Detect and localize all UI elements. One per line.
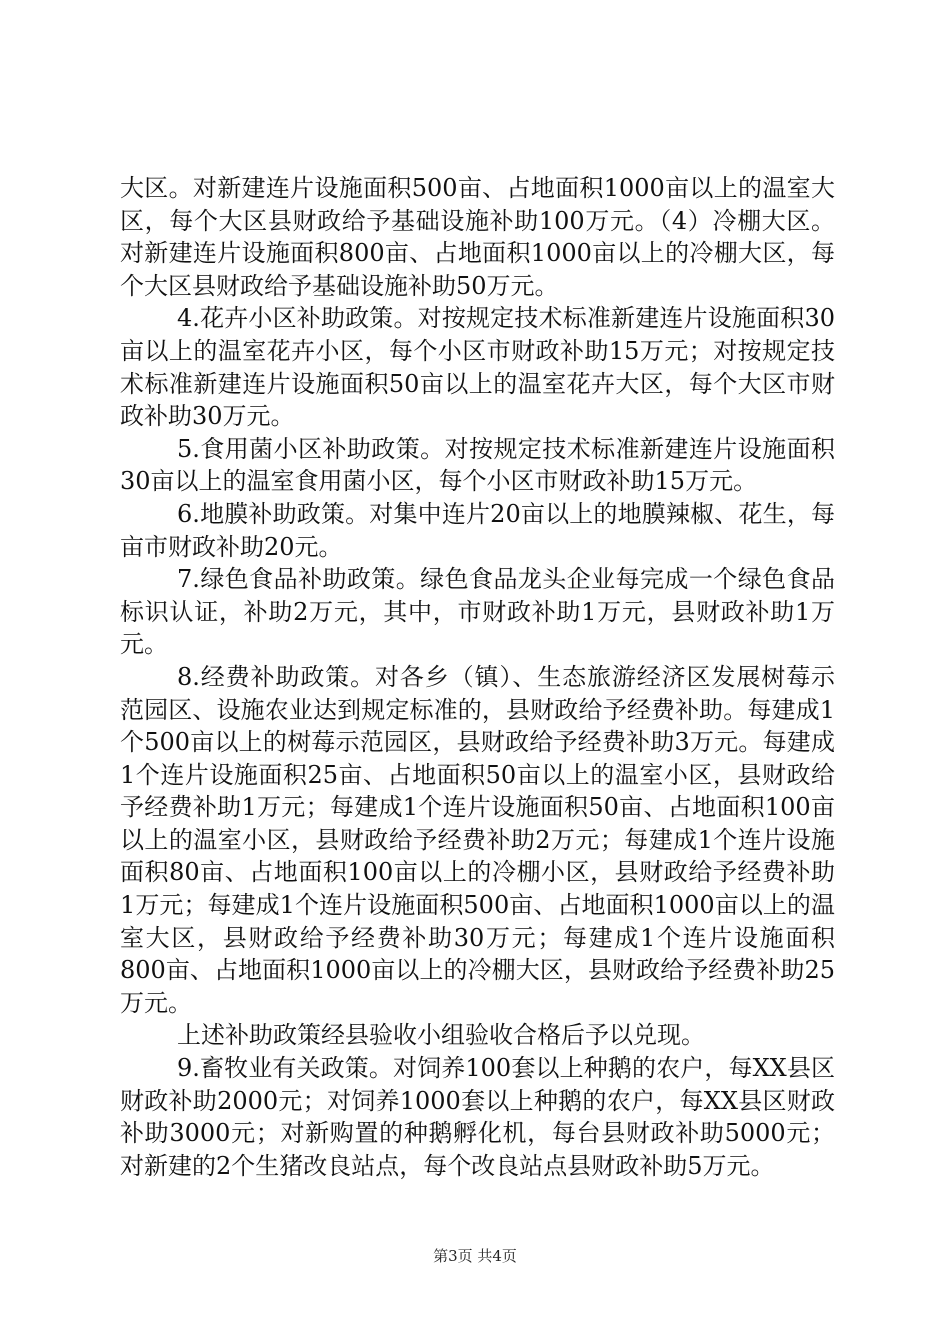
paragraph-green-food-subsidy: 7.绿色食品补助政策。绿色食品龙头企业每完成一个绿色食品标识认证，补助2万元，其中，市财政补助1万元，县财政补助1万元。: [120, 565, 835, 659]
paragraph-flower-subsidy: 4.花卉小区补助政策。对按规定技术标准新建连片设施面积30亩以上的温室花卉小区，每个小区市财政补助15万元；对按规定技术标准新建连片设施面积50亩以上的温室花卉大区，每个大区市财政补助30万元。: [120, 304, 835, 431]
paragraph-acceptance-note: 上述补助政策经县验收小组验收合格后予以兑现。: [177, 1021, 705, 1050]
paragraph-continuation: 大区。对新建连片设施面积500亩、占地面积1000亩以上的温室大区，每个大区县财政给予基础设施补助100万元。（4）冷棚大区。对新建连片设施面积800亩、占地面积1000亩以上的冷棚大区，每个大区县财政给予基础设施补助50万元。: [120, 174, 835, 300]
paragraph-mushroom-subsidy: 5.食用菌小区补助政策。对按规定技术标准新建连片设施面积30亩以上的温室食用菌小区，每个小区市财政补助15万元。: [120, 434, 835, 496]
page-number: 第3页 共4页: [433, 1247, 517, 1265]
paragraph-livestock-policy: 9.畜牧业有关政策。对饲养100套以上种鹅的农户，每XX县区财政补助2000元；对饲养1000套以上种鹅的农户，每XX县区财政补助3000元；对新购置的种鹅孵化机，每台县财政补助5000元；对新建的2个生猪改良站点，每个改良站点县财政补助5万元。: [120, 1054, 835, 1180]
body-text: [120, 172, 835, 1182]
page-footer: [0, 1245, 950, 1266]
paragraph-funding-subsidy: 8.经费补助政策。对各乡（镇）、生态旅游经济区发展树莓示范园区、设施农业达到规定标准的，县财政给予经费补助。每建成1个500亩以上的树莓示范园区，县财政给予经费补助3万元。每建成1个连片设施面积25亩、占地面积50亩以上的温室小区，县财政给予经费补助1万元；每建成1个连片设施面积50亩、占地面积100亩以上的温室小区，县财政给予经费补助2万元；每建成1个连片设施面积80亩、占地面积100亩以上的冷棚小区，县财政给予经费补助1万元；每建成1个连片设施面积500亩、占地面积1000亩以上的温室大区，县财政给予经费补助30万元；每建成1个连片设施面积800亩、占地面积1000亩以上的冷棚大区，县财政给予经费补助25万元。: [120, 662, 835, 1017]
paragraph-film-subsidy: 6.地膜补助政策。对集中连片20亩以上的地膜辣椒、花生，每亩市财政补助20元。: [120, 499, 835, 561]
